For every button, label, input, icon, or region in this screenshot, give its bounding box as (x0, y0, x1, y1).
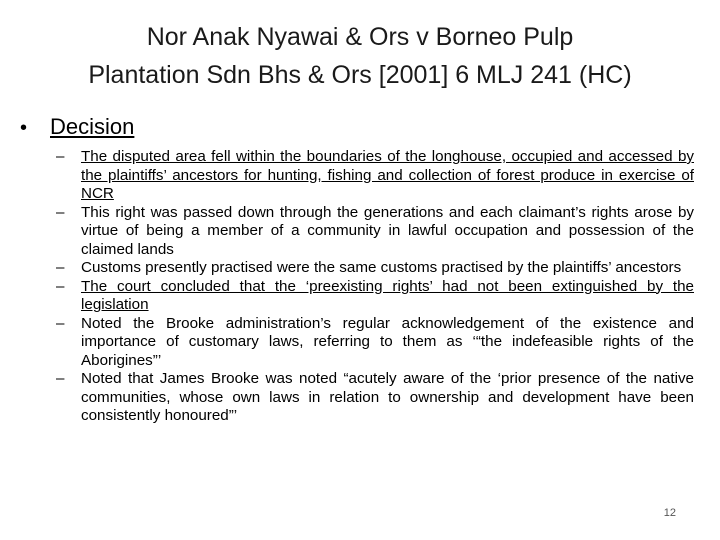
dash-marker: – (56, 203, 65, 221)
sub-bullet-text: Noted that James Brooke was noted “acutely aware of the ‘prior presence of the native communities, whose own laws in relation to ownership and development have been consistently honoured”’ (81, 370, 694, 424)
dash-marker: – (56, 370, 65, 387)
sub-bullet-text: This right was passed down through the generations and each claimant’s rights arose by virtue of being a member of a community in lawful occupation and possession of the claimed lands (81, 203, 694, 258)
title-line-2: Plantation Sdn Bhs & Ors [2001] 6 MLJ 241 (HC) (88, 61, 632, 89)
sub-bullet-text: The disputed area fell within the boundaries of the longhouse, occupied and accessed by the plaintiffs’ ancestors for hunting, fishing and collection of forest produce in exercise of NCR (81, 148, 694, 202)
title-line-1: Nor Anak Nyawai & Ors v Borneo Pulp (146, 23, 574, 51)
sub-bullet-item (56, 148, 694, 204)
bullet-decision (20, 113, 134, 142)
sub-bullet-list (56, 148, 694, 426)
sub-bullet-item (56, 315, 694, 371)
sub-bullet-item (56, 278, 694, 315)
sub-bullet-item (56, 259, 694, 278)
sub-bullet-text: Noted the Brooke administration’s regular acknowledgement of the existence and importance of customary laws, referring to them as ‘“the indefeasible rights of the Aborigines”’ (81, 314, 694, 369)
bullet-marker: • (20, 117, 28, 139)
dash-marker: – (56, 259, 65, 276)
dash-marker: – (56, 314, 65, 332)
sub-bullet-text: Customs presently practised were the same customs practised by the plaintiffs’ ancestors (81, 259, 682, 276)
page-number: 12 (663, 507, 676, 519)
dash-marker: – (56, 148, 65, 165)
dash-marker: – (56, 277, 65, 295)
sub-bullet-item (56, 370, 694, 426)
sub-bullet-item (56, 204, 694, 260)
slide-title (20, 18, 700, 94)
bullet-label: Decision (50, 114, 135, 139)
sub-bullet-text: The court concluded that the ‘preexisting rights’ had not been extinguished by the legislation (81, 277, 694, 313)
